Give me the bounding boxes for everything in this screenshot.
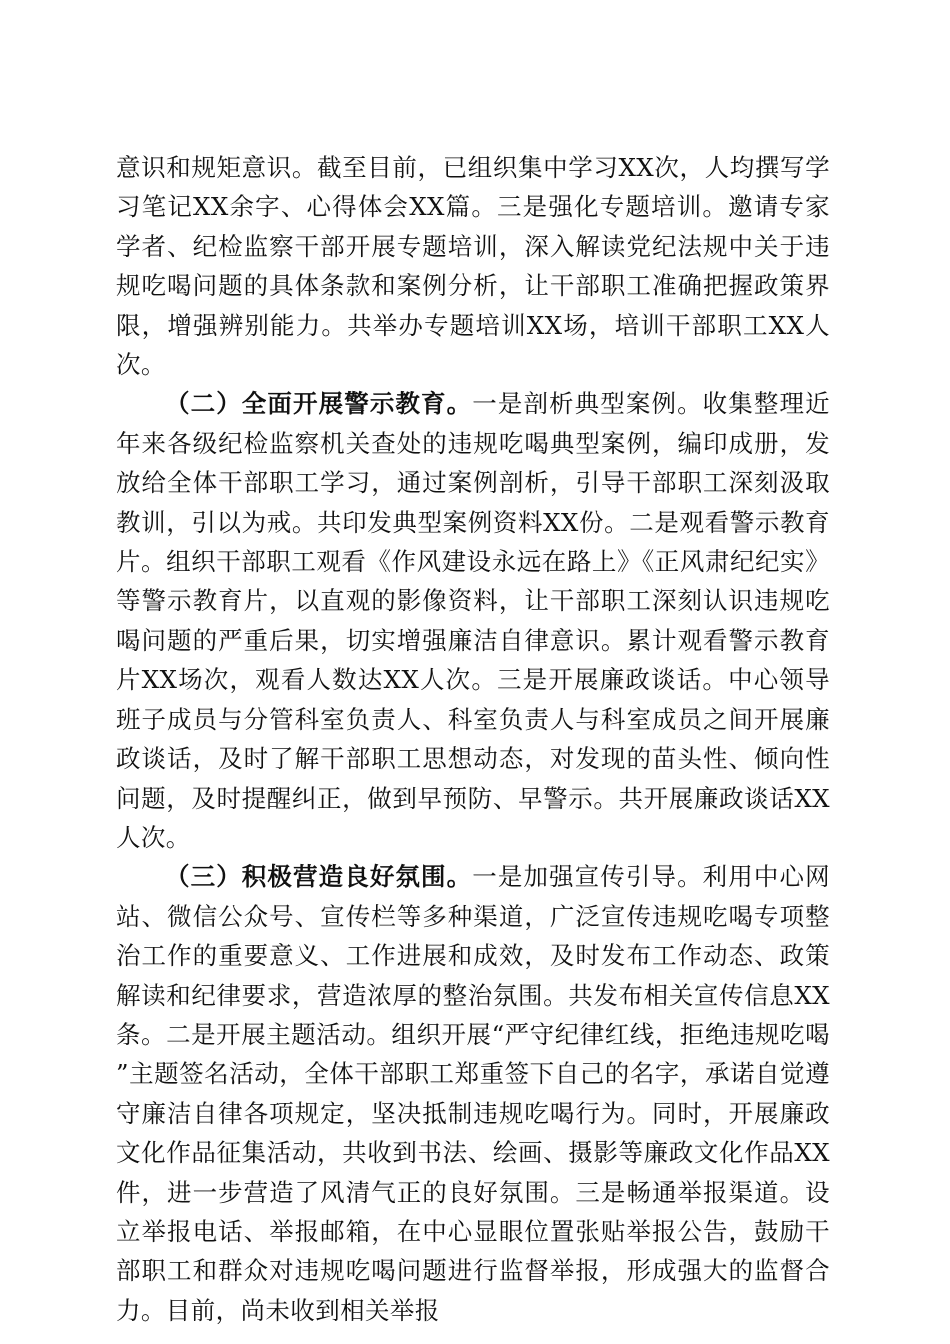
paragraph-3-heading: （三）积极营造良好氛围。 [165, 862, 473, 892]
paragraph-1 [116, 148, 830, 384]
document-body [116, 148, 830, 1330]
paragraph-3 [116, 857, 830, 1330]
paragraph-3-text: 一是加强宣传引导。利用中心网站、微信公众号、宣传栏等多种渠道，广泛宣传违规吃喝专项整治工作的重要意义、工作进展和成效，及时发布工作动态、政策解读和纪律要求，营造浓厚的整治氛围。共发布相关宣传信息XX条。二是开展主题活动。组织开展“严守纪律红线，拒绝违规吃喝”主题签名活动，全体干部职工郑重签下自己的名字，承诺自觉遵守廉洁自律各项规定，坚决抵制违规吃喝行为。同时，开展廉政文化作品征集活动，共收到书法、绘画、摄影等廉政文化作品XX件，进一步营造了风清气正的良好氛围。三是畅通举报渠道。设立举报电话、举报邮箱，在中心显眼位置张贴举报公告，鼓励干部职工和群众对违规吃喝问题进行监督举报，形成强大的监督合力。目前，尚未收到相关举报 [116, 862, 830, 1325]
paragraph-1-text: 意识和规矩意识。截至目前，已组织集中学习XX次，人均撰写学习笔记XX余字、心得体会XX篇。三是强化专题培训。邀请专家学者、纪检监察干部开展专题培训，深入解读党纪法规中关于违规吃喝问题的具体条款和案例分析，让干部职工准确把握政策界限，增强辨别能力。共举办专题培训XX场，培训干部职工XX人次。 [116, 153, 830, 380]
paragraph-2 [116, 384, 830, 857]
paragraph-2-heading: （二）全面开展警示教育。 [165, 389, 473, 419]
paragraph-2-text: 一是剖析典型案例。收集整理近年来各级纪检监察机关查处的违规吃喝典型案例，编印成册，发放给全体干部职工学习，通过案例剖析，引导干部职工深刻汲取教训，引以为戒。共印发典型案例资料XX份。二是观看警示教育片。组织干部职工观看《作风建设永远在路上》《正风肃纪纪实》等警示教育片，以直观的影像资料，让干部职工深刻认识违规吃喝问题的严重后果，切实增强廉洁自律意识。累计观看警示教育片XX场次，观看人数达XX人次。三是开展廉政谈话。中心领导班子成员与分管科室负责人、科室负责人与科室成员之间开展廉政谈话，及时了解干部职工思想动态，对发现的苗头性、倾向性问题，及时提醒纠正，做到早预防、早警示。共开展廉政谈话XX人次。 [116, 389, 830, 852]
